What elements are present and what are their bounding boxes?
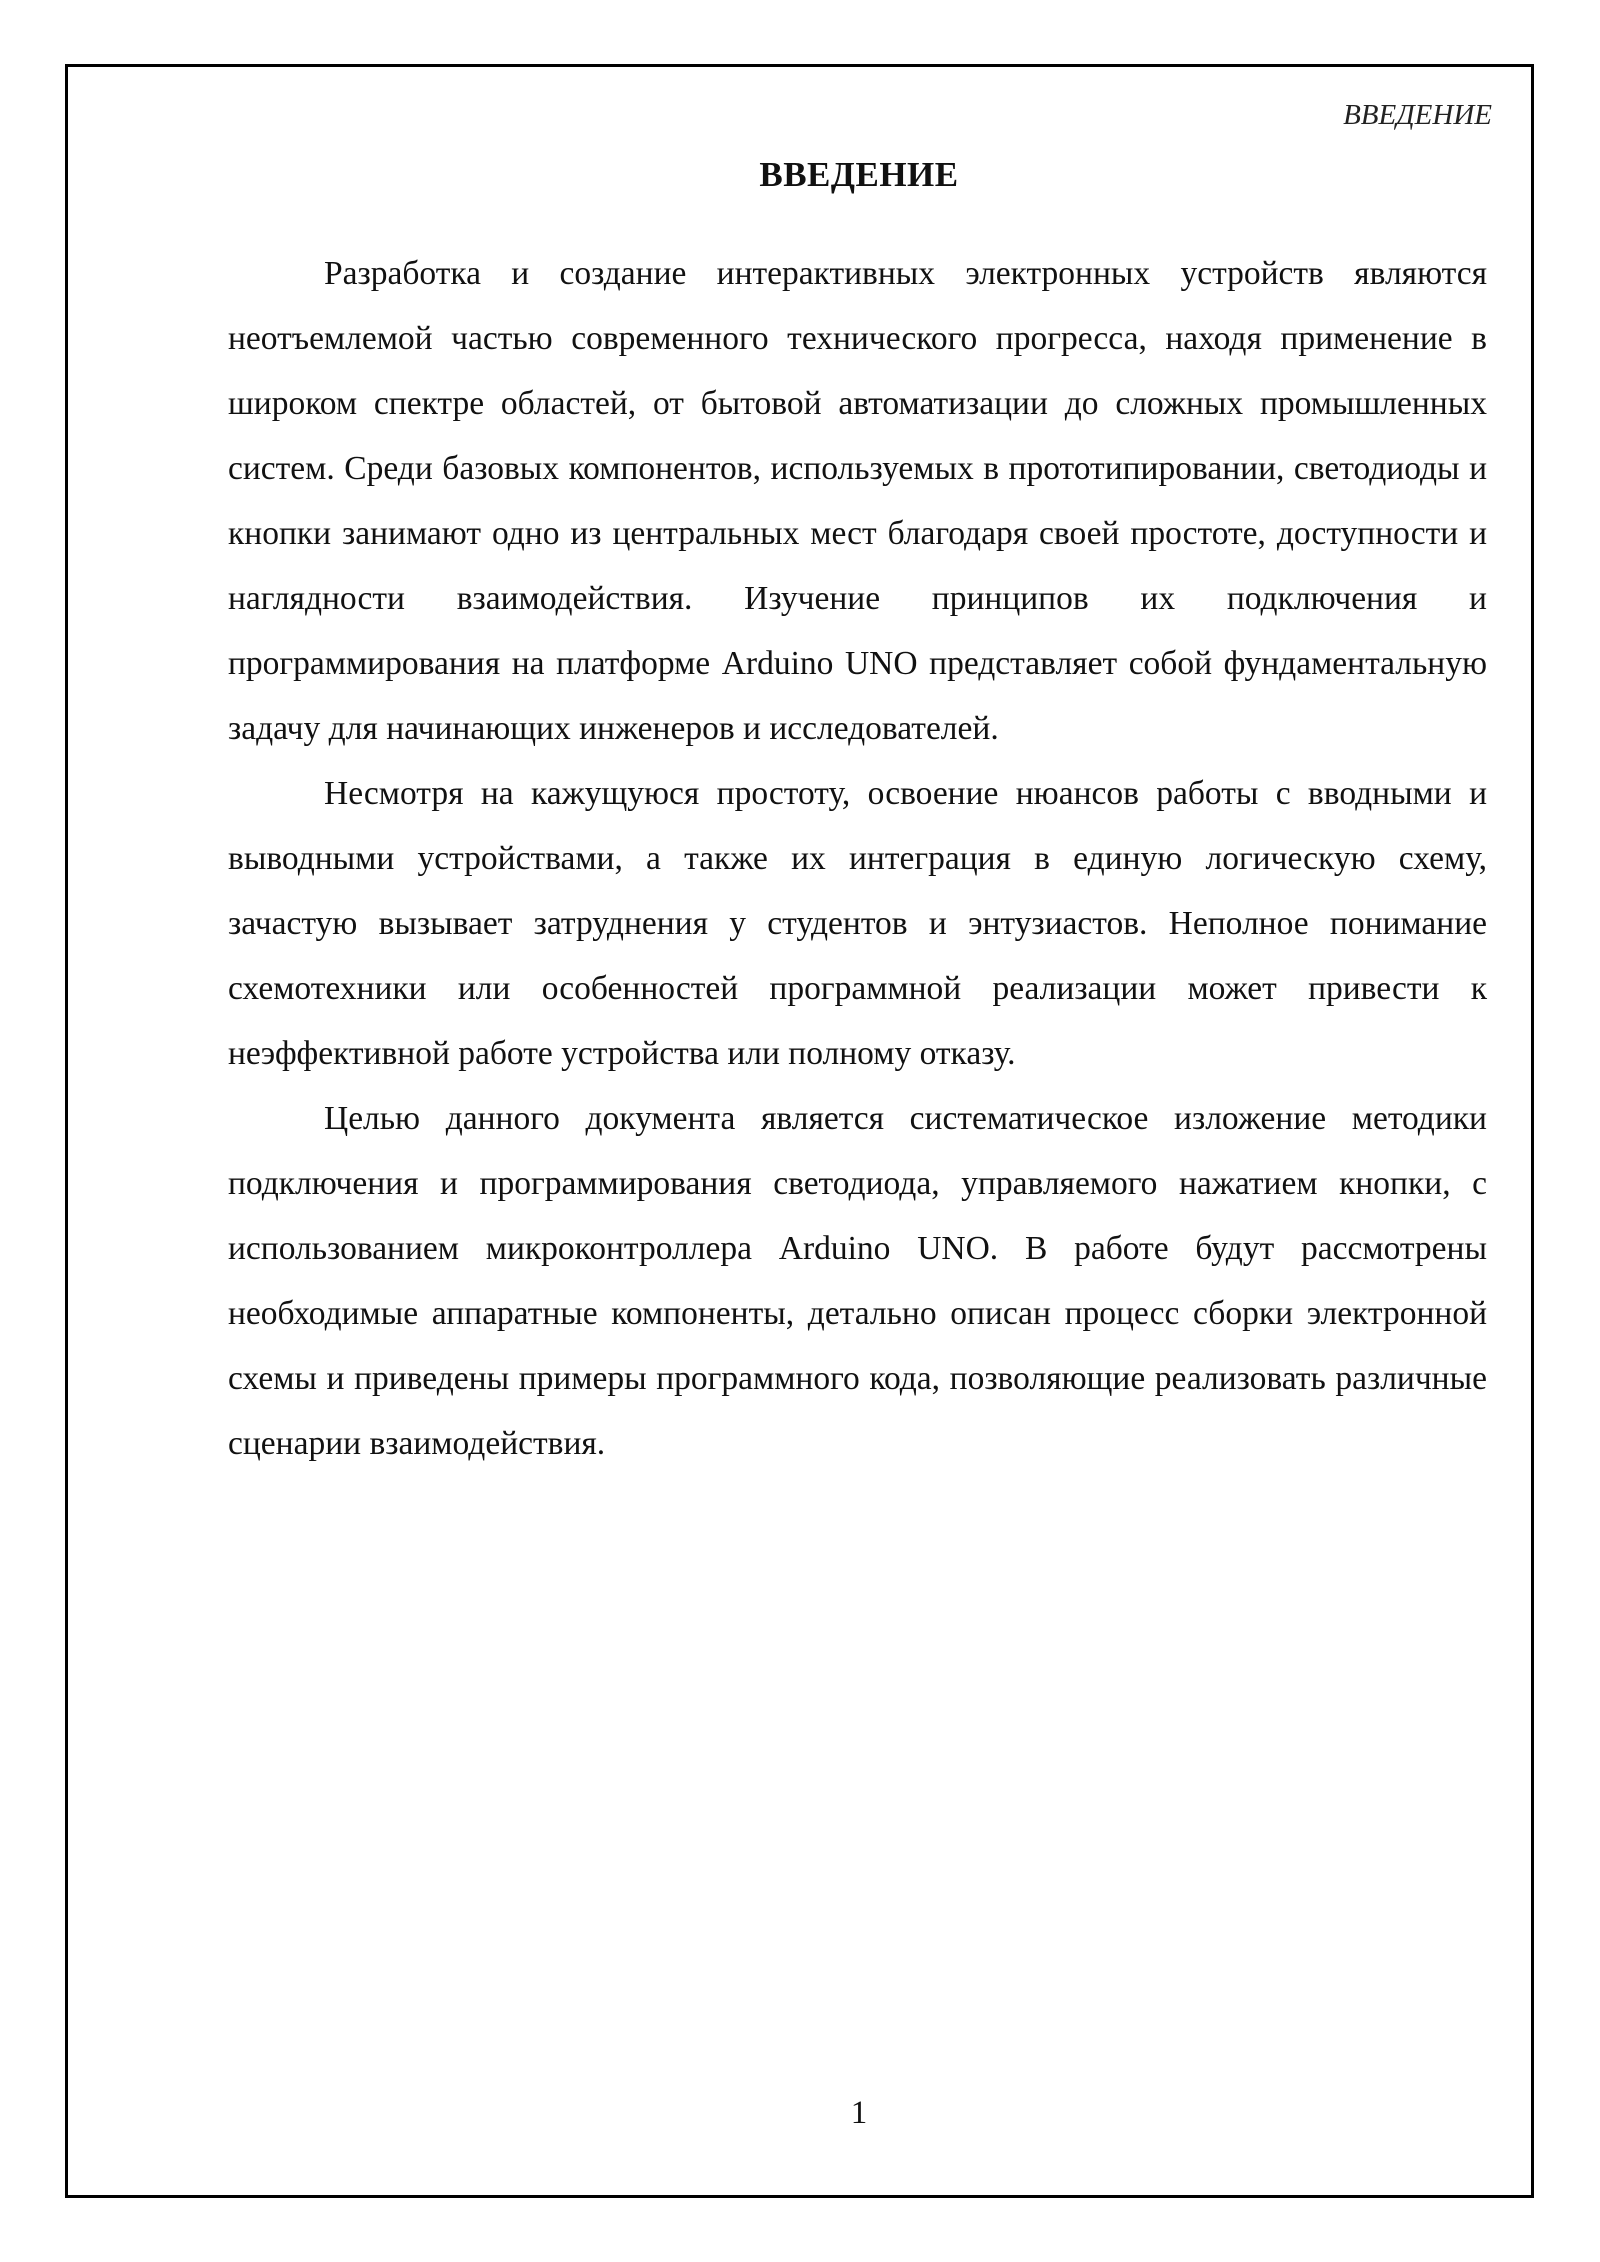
running-header: ВВЕДЕНИЕ — [1343, 99, 1492, 131]
paragraph: Несмотря на кажущуюся простоту, освоение нюансов работы с вводными и выводными устройствами, а также их интеграция в единую логическую схему, зачастую вызывает затруднения у студентов и энтузиастов. Неполное понимание схемотехники или особенностей программной реализации может привести к неэффективной работе устройства или полному отказу. — [228, 775, 1487, 1072]
section-title: ВВЕДЕНИЕ — [759, 155, 959, 194]
page-number: 1 — [850, 2095, 868, 2131]
paragraph: Разработка и создание интерактивных электронных устройств являются неотъемлемой частью современного технического прогресса, находя применение в широком спектре областей, от бытовой автоматизации до сложных промышленных систем. Среди базовых компонентов, используемых в прототипировании, светодиоды и кнопки занимают одно из центральных мест благодаря своей простоте, доступности и наглядности взаимодействия. Изучение принципов их подключения и программирования на платформе Arduino UNO представляет собой фундаментальную задачу для начинающих инженеров и исследователей. — [228, 255, 1487, 747]
body-text — [228, 241, 1487, 1476]
paragraph: Целью данного документа является систематическое изложение методики подключения и программирования светодиода, управляемого нажатием кнопки, с использованием микроконтроллера Arduino UNO. В работе будут рассмотрены необходимые аппаратные компоненты, детально описан процесс сборки электронной схемы и приведены примеры программного кода, позволяющие реализовать различные сценарии взаимодействия. — [228, 1100, 1487, 1462]
